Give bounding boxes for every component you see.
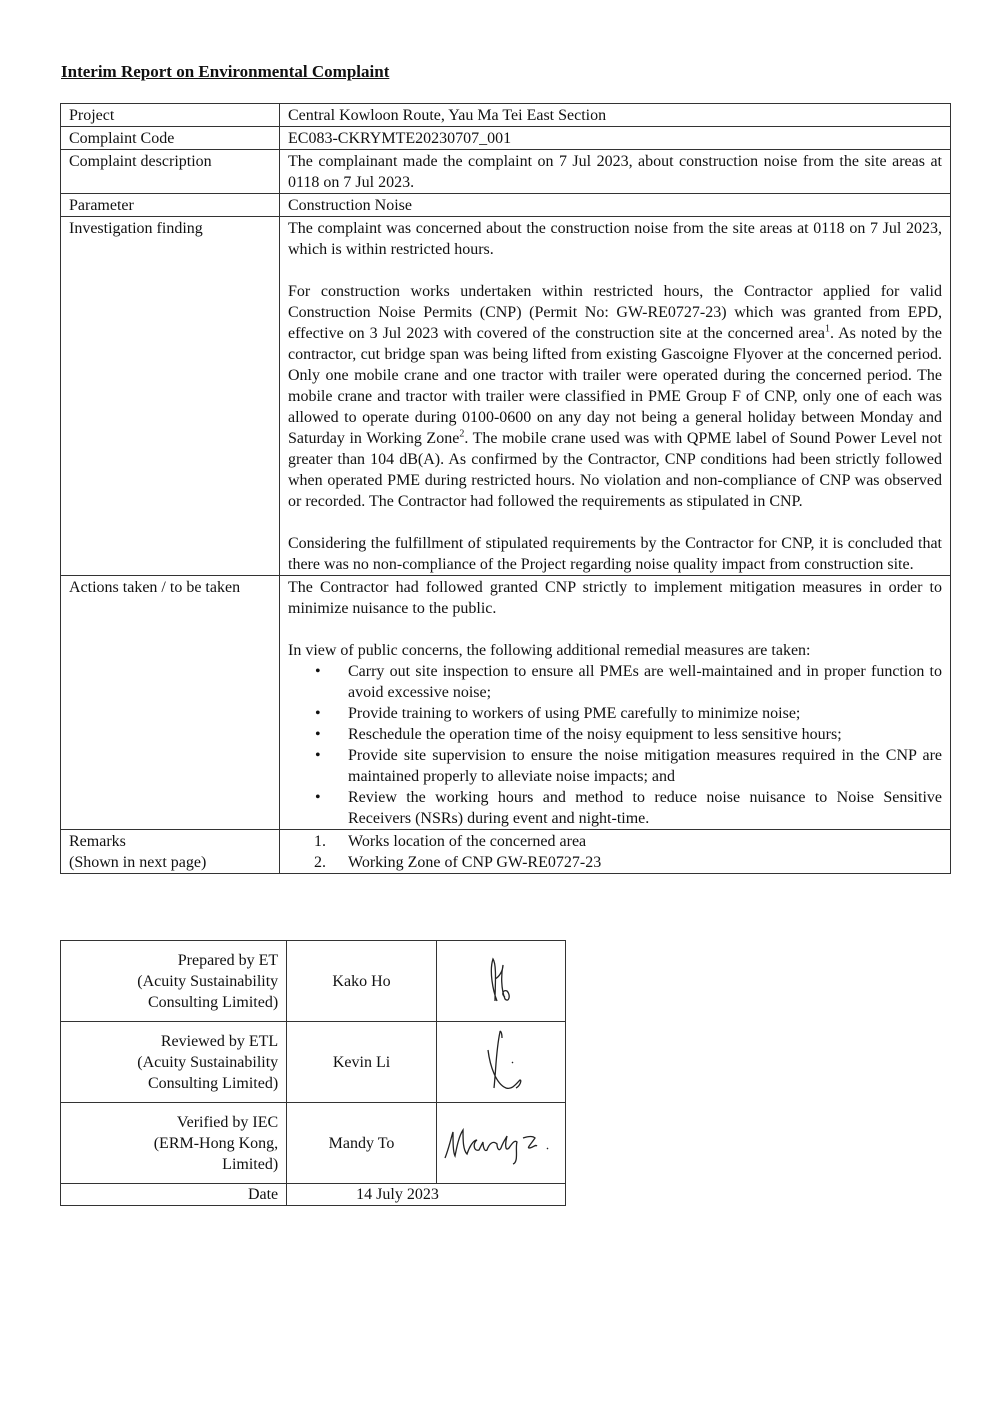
signoff-row-prepared — [61, 941, 566, 1022]
role-title: Prepared by ET — [177, 951, 279, 969]
investigation-para-2 — [288, 281, 942, 512]
role-org-line-2: Limited) — [222, 1155, 279, 1173]
investigation-finding-label: Investigation finding — [61, 217, 280, 576]
measure-text: Reschedule the operation time of the noisy equipment to less sensitive hours; — [348, 726, 842, 743]
signature-mandy-to — [436, 1103, 565, 1184]
project-label: Project — [61, 104, 280, 127]
bullet-icon: • — [315, 705, 321, 722]
row-remarks — [61, 830, 951, 874]
signoff-role — [61, 1022, 287, 1103]
measure-item — [315, 661, 942, 703]
row-complaint-description — [61, 150, 951, 194]
date-label: Date — [61, 1184, 287, 1206]
signature-icon — [471, 951, 531, 1011]
investigation-para-2-part-a: For construction works undertaken within restricted hours, the Contractor applied for valid Construction Noise Permits (CNP) (Permit No: GW-RE0727-23) which was granted from EPD, effective on 3 Jul 2023 with covered of the construction site at the concerned area — [288, 283, 942, 342]
remark-number: 2. — [314, 854, 326, 871]
remark-text: Works location of the concerned area — [348, 833, 587, 850]
role-org-line-1: (Acuity Sustainability — [137, 972, 279, 990]
actions-para-2: In view of public concerns, the following additional remedial measures are taken: — [288, 642, 811, 659]
actions-label: Actions taken / to be taken — [61, 576, 280, 830]
signoff-name: Kako Ho — [287, 941, 437, 1022]
measure-text: Provide site supervision to ensure the noise mitigation measures required in the CNP are maintained properly to alleviate noise impacts; and — [348, 747, 942, 785]
project-value: Central Kowloon Route, Yau Ma Tei East Section — [280, 104, 951, 127]
signoff-name: Kevin Li — [287, 1022, 437, 1103]
signoff-row-verified — [61, 1103, 566, 1184]
complaint-code-value: EC083-CKRYMTE20230707_001 — [280, 127, 951, 150]
signoff-name: Mandy To — [287, 1103, 437, 1184]
row-investigation-finding — [61, 217, 951, 576]
remedial-measures-list — [288, 661, 942, 829]
measure-item — [315, 745, 942, 787]
signature-icon — [466, 1026, 536, 1098]
bullet-icon: • — [315, 747, 321, 764]
signoff-row-date — [61, 1184, 566, 1206]
complaint-table — [60, 103, 951, 874]
role-org-line-1: (Acuity Sustainability — [137, 1053, 279, 1071]
investigation-para-2-part-b: . As noted by the contractor, cut bridge span was being lifted from existing Gascoigne Flyover at the concerned period. Only one mobile crane and one tractor with trailer were operated during the concerned period. The mobile crane and tractor with trailer were classified in PME Group F of CNP, only one of each was allowed to operate during 0100-0600 on any day not being a general holiday between Monday and Saturday in Working Zone — [288, 325, 942, 447]
date-value: 14 July 2023 — [287, 1184, 566, 1206]
remark-item — [314, 831, 942, 852]
report-title: Interim Report on Environmental Complaint — [61, 62, 390, 81]
signoff-role — [61, 941, 287, 1022]
investigation-para-2-part-c: . The mobile crane used was with QPME label of Sound Power Level not greater than 104 dB(A). As confirmed by the Contractor, CNP conditions had been strictly followed when operated PME during restricted hours. No violation and non-compliance of CNP was observed or recorded. The Contractor had followed the requirements as stipulated in CNP. — [288, 430, 942, 510]
actions-value — [280, 576, 951, 830]
parameter-value: Construction Noise — [280, 194, 951, 217]
footnote-ref-2: 2 — [459, 428, 465, 440]
complaint-description-value: The complainant made the complaint on 7 Jul 2023, about construction noise from the site areas at 0118 on 7 Jul 2023. — [280, 150, 951, 194]
bullet-icon: • — [315, 726, 321, 743]
bullet-icon: • — [315, 789, 321, 806]
footnote-ref-1: 1 — [825, 323, 831, 335]
remark-item — [314, 852, 942, 873]
investigation-finding-value — [280, 217, 951, 576]
role-title: Verified by IEC — [176, 1113, 279, 1131]
signature-kako-ho — [436, 941, 565, 1022]
bullet-icon: • — [315, 663, 321, 680]
remark-text: Working Zone of CNP GW-RE0727-23 — [348, 854, 602, 871]
measure-text: Carry out site inspection to ensure all PMEs are well-maintained and in proper function to avoid excessive noise; — [348, 663, 942, 701]
investigation-para-1: The complaint was concerned about the construction noise from the site areas at 0118 on 7 Jul 2023, which is within restricted hours. — [288, 220, 942, 258]
remarks-value — [280, 830, 951, 874]
remarks-list — [288, 831, 942, 873]
row-parameter — [61, 194, 951, 217]
complaint-description-label: Complaint description — [61, 150, 280, 194]
actions-para-1: The Contractor had followed granted CNP strictly to implement mitigation measures in order to minimize nuisance to the public. — [288, 579, 942, 617]
signoff-row-reviewed — [61, 1022, 566, 1103]
role-title: Reviewed by ETL — [160, 1032, 279, 1050]
row-project — [61, 104, 951, 127]
row-actions — [61, 576, 951, 830]
measure-item — [315, 787, 942, 829]
role-org-line-2: Consulting Limited) — [147, 1074, 279, 1092]
signature-icon — [439, 1118, 563, 1168]
signoff-table — [60, 940, 566, 1206]
signature-kevin-li — [436, 1022, 565, 1103]
measure-text: Provide training to workers of using PME carefully to minimize noise; — [348, 705, 801, 722]
remark-number: 1. — [314, 833, 326, 850]
role-org-line-1: (ERM-Hong Kong, — [153, 1134, 279, 1152]
role-org-line-2: Consulting Limited) — [147, 993, 279, 1011]
row-complaint-code — [61, 127, 951, 150]
parameter-label: Parameter — [61, 194, 280, 217]
signoff-role — [61, 1103, 287, 1184]
remarks-label — [61, 830, 280, 874]
complaint-code-label: Complaint Code — [61, 127, 280, 150]
measure-item — [315, 724, 942, 745]
remarks-sublabel: (Shown in next page) — [69, 854, 207, 871]
investigation-para-3: Considering the fulfillment of stipulated requirements by the Contractor for CNP, it is concluded that there was no non-compliance of the Project regarding noise quality impact from construction site. — [288, 535, 942, 573]
remarks-label-text: Remarks — [69, 833, 126, 850]
measure-item — [315, 703, 942, 724]
measure-text: Review the working hours and method to reduce noise nuisance to Noise Sensitive Receivers (NSRs) during event and night-time. — [348, 789, 942, 827]
